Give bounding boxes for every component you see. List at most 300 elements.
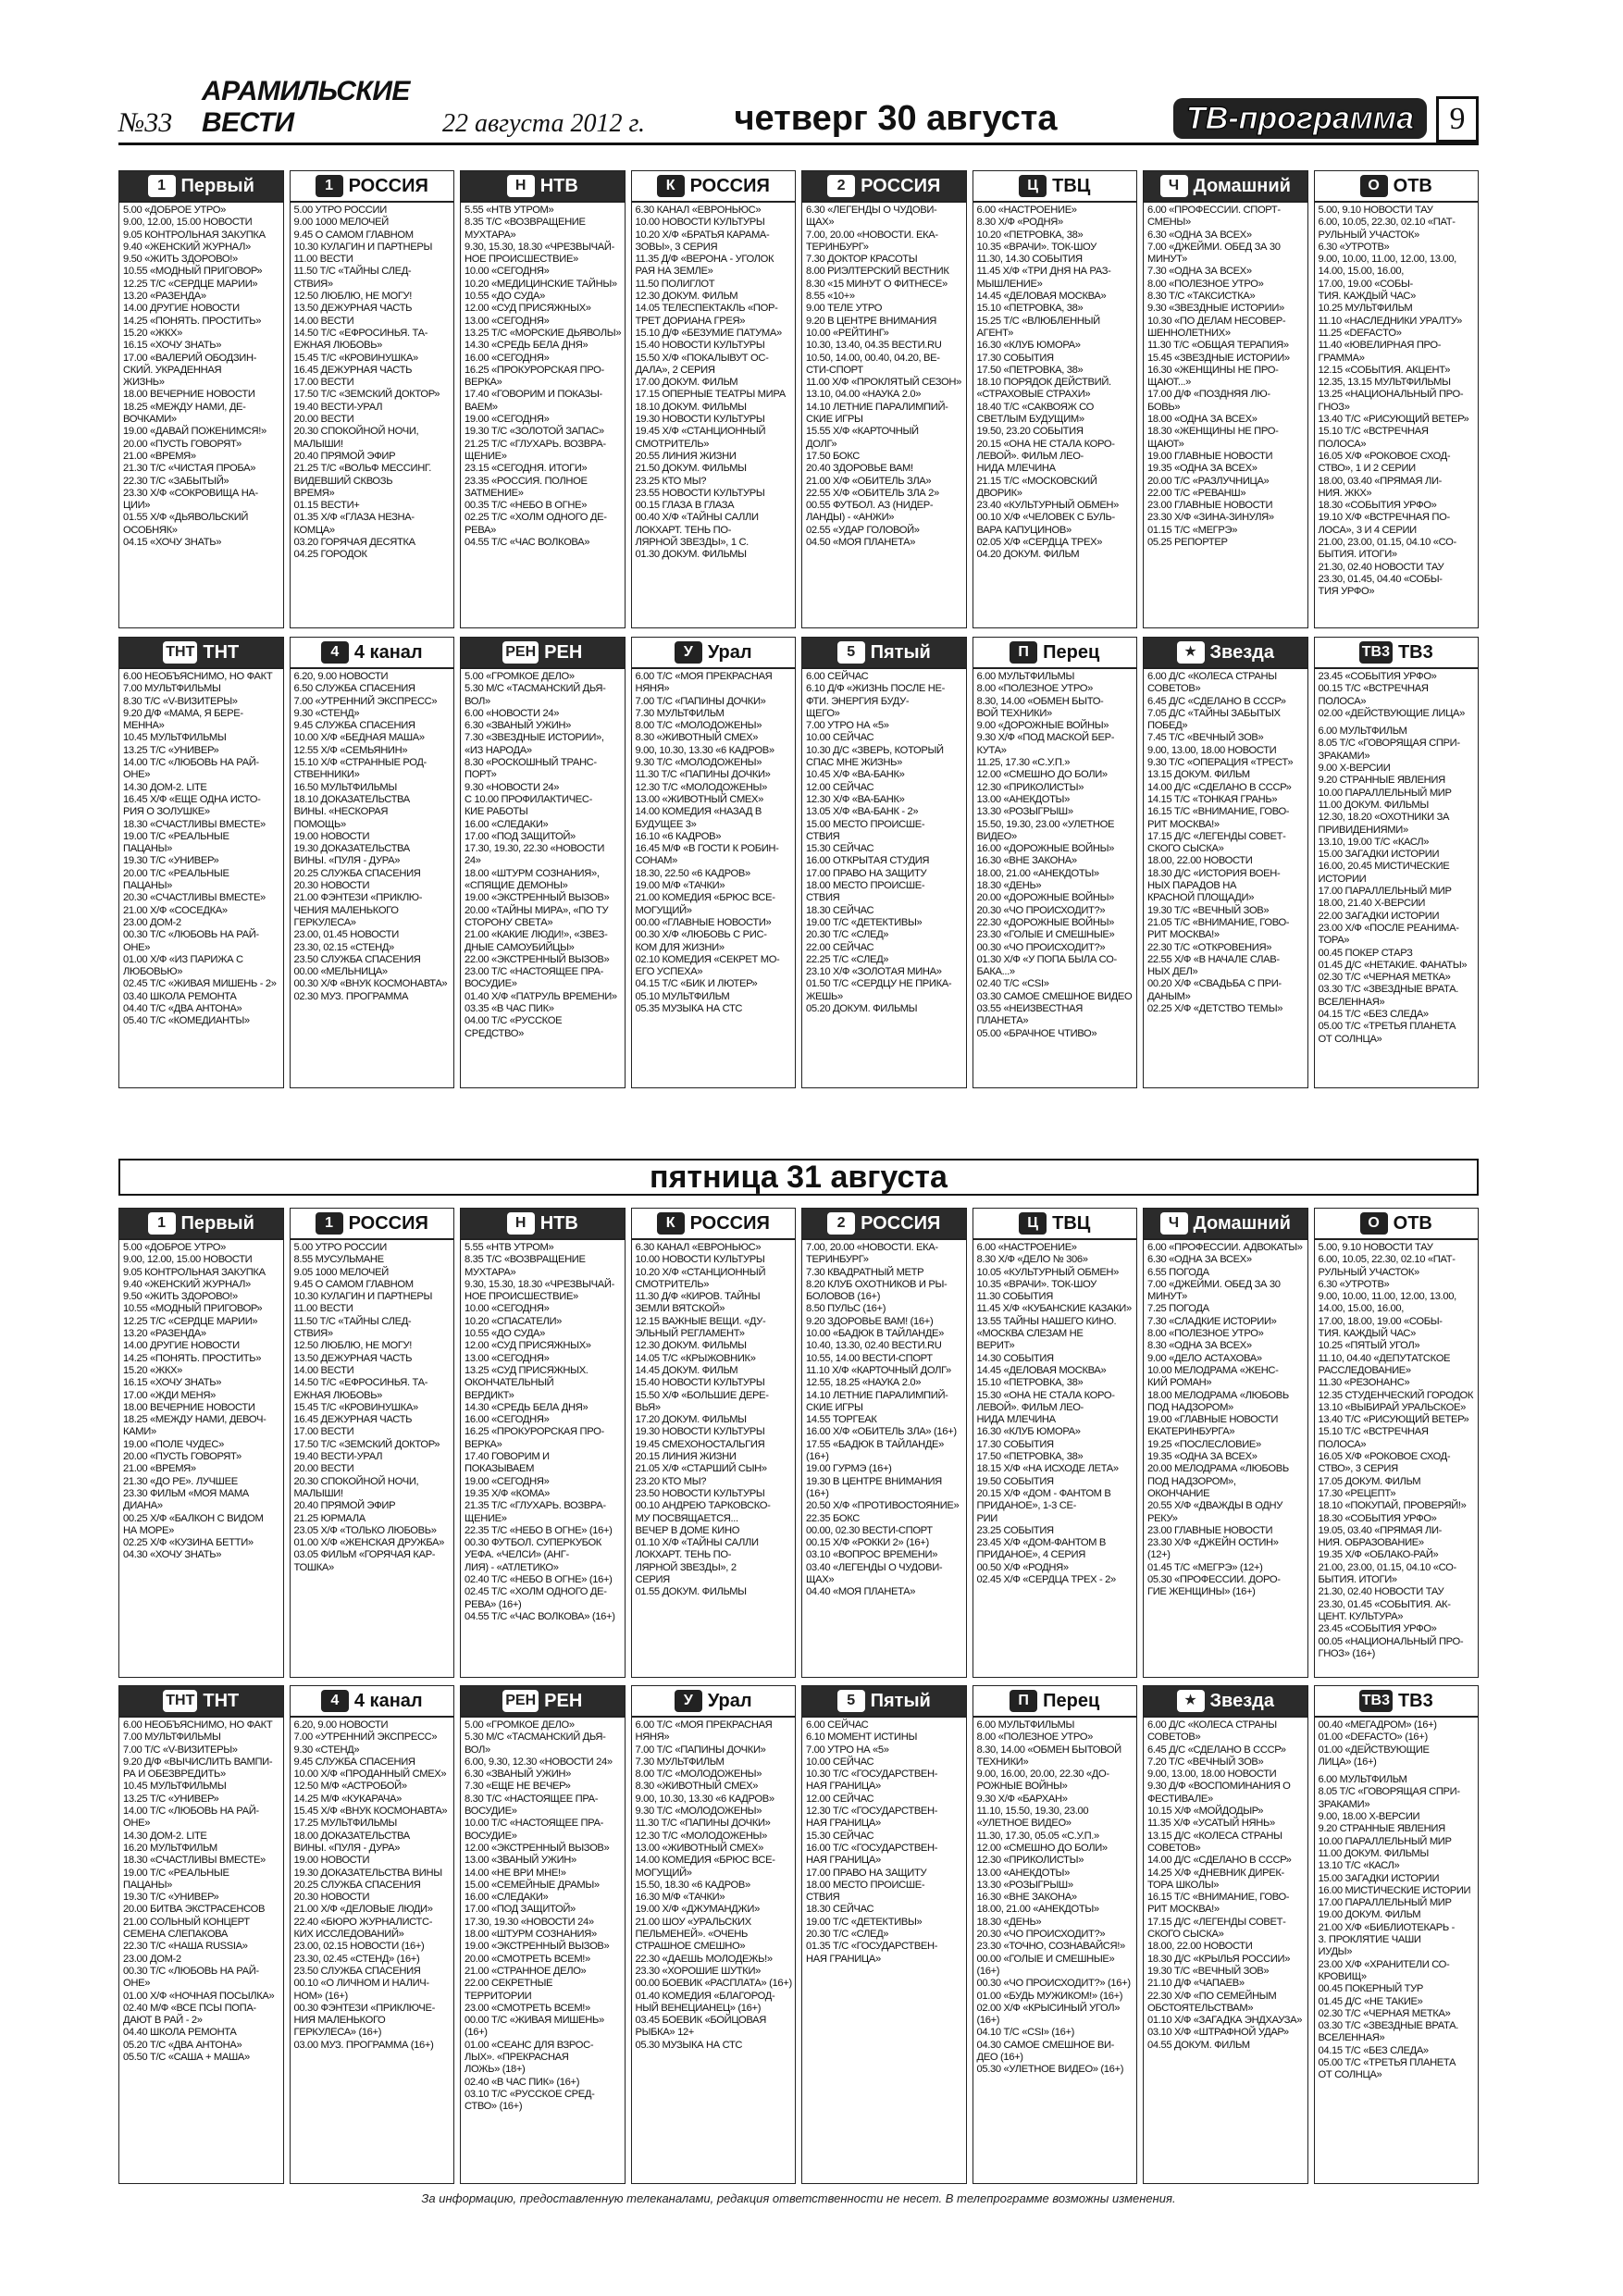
program-line: 18.30 «СЧАСТЛИВЫ ВМЕСТЕ»: [123, 818, 266, 830]
program-line: 17.00 ПАРАЛЛЕЛЬНЫЙ МИР: [1318, 1897, 1452, 1909]
program-line: 04.20 ДОКУМ. ФИЛЬМ: [976, 549, 1080, 561]
channel-column-урал: [631, 1685, 797, 2184]
program-list: [291, 1718, 454, 2052]
channel-column-рен: [460, 1685, 626, 2184]
program-line: 18.00, 21.00 «АНЕКДОТЫ»: [976, 867, 1099, 879]
program-line: РИТ МОСКВА!»: [1147, 818, 1220, 830]
program-line: 16.00 «СЛЕДАКИ»: [465, 1892, 549, 1904]
program-line: 18.00 «ОДНА ЗА ВСЕХ»: [1147, 414, 1258, 426]
channel-header: [973, 638, 1137, 669]
program-line: 04.30 САМОЕ СМЕШНОЕ ВИ-: [976, 2039, 1115, 2051]
program-line: 01.55 Х/Ф «ДЬЯВОЛЬСКИЙ: [123, 512, 249, 524]
channel-column-россия: [290, 170, 455, 628]
channel-column-пятый: [801, 1685, 967, 2184]
program-line: 21.00 «КАКИЕ ЛЮДИ!», «ЗВЕЗ-: [465, 929, 608, 941]
program-list: [1144, 203, 1307, 549]
program-line: 6.20, 9.00 НОВОСТИ: [293, 671, 389, 682]
channel-column-нтв: [460, 170, 626, 628]
program-line: 9.40 «ЖЕНСКИЙ ЖУРНАЛ»: [123, 1278, 251, 1290]
program-line: 14.00 ДРУГИЕ НОВОСТИ: [123, 303, 240, 315]
program-line: 17.00 «ПОД ЗАЩИТОЙ»: [465, 830, 576, 842]
program-line: 6.00 МУЛЬТФИЛЬМЫ: [976, 671, 1075, 682]
program-line: 17.50 «ПЕТРОВКА, 38»: [976, 1451, 1084, 1463]
program-line: (12+): [1147, 1549, 1171, 1561]
program-line: 20.30 Т/С «СЛЕД»: [806, 929, 889, 941]
program-line: 01.00 Х/Ф «ИЗ ПАРИЖА С: [123, 953, 243, 965]
program-line: 15.10 «ПЕТРОВКА, 38»: [976, 1377, 1084, 1389]
program-line: 17.00 ДОКУМ. ФИЛЬМ: [635, 377, 738, 389]
program-line: 04.55 Т/С «ЧАС ВОЛКОВА»: [465, 537, 590, 549]
program-line: ТОРА»: [1318, 935, 1350, 947]
program-line: НИЯ. ОБРАЗОВАНИЕ»: [1318, 1537, 1424, 1549]
program-line: 02.10 КОМЕДИЯ «СЕКРЕТ МО-: [635, 953, 780, 965]
program-line: 5.30 М/С «ТАСМАНСКИЙ ДЬЯ-: [465, 683, 606, 695]
program-line: 6.30 КАНАЛ «ЕВРОНЬЮС»: [635, 205, 762, 216]
program-line: 20.40 ЗДОРОВЬЕ ВАМ!: [806, 463, 913, 475]
channel-column-россия: [631, 170, 797, 628]
program-list: [973, 203, 1137, 562]
program-line: 8.35 Т/С «ВОЗВРАЩЕНИЕ: [465, 1254, 586, 1266]
program-line: 17.55 «БАДЮК В ТАЙЛАНДЕ» (16+): [806, 1438, 947, 1463]
program-line: 20.00 «СМОТРЕТЬ ВСЕМ!»: [465, 1953, 590, 1965]
channel-column-тв3: [1314, 637, 1480, 1088]
program-line: ТОРА ШКОЛЫ»: [1147, 1879, 1220, 1891]
program-line: 00.15 ГЛАЗА В ГЛАЗА: [635, 500, 735, 512]
program-line: 19.00 Т/С «ДЕТЕКТИВЫ»: [806, 916, 923, 928]
program-line: 9.30 Х/Ф «ПОД МАСКОЙ БЕР-: [976, 732, 1115, 744]
program-line: НАЯ ГРАНИЦА»: [806, 1855, 881, 1867]
program-line: 15.10 Т/С «ВСТРЕЧНАЯ ПОЛОСА»: [1318, 1426, 1431, 1450]
program-line: 10.55, 14.00 ВЕСТИ-СПОРТ: [806, 1352, 933, 1364]
program-line: ВЕРДИКТ»: [465, 1389, 514, 1401]
channel-logo-icon: ★: [1177, 641, 1205, 664]
program-line: 10.35 «ВРАЧИ». ТОК-ШОУ: [976, 1278, 1096, 1290]
program-line: 01.10 Х/Ф «ЗАГАДКА ЭНДХАУЗА»: [1147, 2015, 1303, 2027]
program-line: 21.00 СОЛЬНЫЙ КОНЦЕРТ: [123, 1916, 250, 1928]
channel-header: [973, 1209, 1137, 1240]
program-line: 12.00 «СУД ПРИСЯЖНЫХ»: [465, 1340, 591, 1352]
program-line: 05.35 МУЗЫКА НА СТС: [635, 1003, 743, 1015]
program-line: 5.55 «НТВ УТРОМ»: [465, 1242, 554, 1253]
program-line: 00.30 «ЧО ПРОИСХОДИТ?»: [976, 941, 1106, 953]
program-line: 00.40 «МЕГАДРОМ» (16+): [1318, 1719, 1437, 1731]
program-line: 20.55 ЛИНИЯ ЖИЗНИ: [635, 450, 737, 462]
program-line: 9.45 СЛУЖБА СПАСЕНИЯ: [293, 720, 415, 732]
program-line: 20.00 МЕЛОДРАМА «ЛЮБОВЬ: [1147, 1463, 1289, 1475]
program-line: 16.15 Т/С «ВНИМАНИЕ, ГОВО-: [1147, 1892, 1290, 1904]
program-line: 03.30 САМОЕ СМЕШНОЕ ВИДЕО: [976, 990, 1133, 1002]
program-line: 9.30 Х/Ф «БАРХАН»: [976, 1793, 1068, 1805]
program-line: 15.00 «СЕМЕЙНЫЕ ДРАМЫ»: [465, 1879, 600, 1891]
program-line: 13.30 «РОЗЫГРЫШ»: [976, 1879, 1073, 1891]
program-line: 23.30, 02.15 «СТЕНД»: [293, 941, 394, 953]
program-line: 17.30 «РЕЦЕПТ»: [1318, 1487, 1396, 1499]
program-line: 19.40 ВЕСТИ-УРАЛ: [293, 1451, 383, 1463]
program-line: 00.40 Х/Ф «ТАЙНЫ САЛЛИ: [635, 512, 759, 524]
program-line: ТИЯ. КАЖДЫЙ ЧАС»: [1318, 291, 1416, 303]
program-list: [461, 669, 625, 1040]
program-line: 00.30 Т/С «ЛЮБОВЬ НА РАЙ-: [123, 1965, 259, 1977]
program-line: 01.45 Д/С «НЕ ТАКИЕ»: [1318, 1995, 1423, 2007]
program-line: ЦИИ»: [123, 500, 151, 512]
program-line: 14.00 ДРУГИЕ НОВОСТИ: [123, 1340, 240, 1352]
channel-header: [119, 1209, 283, 1240]
program-line: 21.00, 23.00, 01.15, 04.10 «СО-: [1318, 537, 1456, 549]
program-line: 19.30 Т/С «ВЕЧНЫЙ ЗОВ»: [1147, 904, 1270, 916]
program-line: 23.30 Х/Ф «ДЖЕЙН ОСТИН»: [1147, 1537, 1279, 1549]
program-line: ПОМОЩЬ»: [293, 818, 346, 830]
program-line: 18.10 ДОКУМ. ФИЛЬМЫ: [635, 401, 747, 413]
program-line: 15.30 СЕЙЧАС: [806, 843, 874, 855]
channel-name: РОССИЯ: [689, 1212, 770, 1234]
program-line: 22.30 Х/Ф «ПО СЕМЕЙНЫМ: [1147, 1990, 1277, 2002]
program-line: 23.35 «РОССИЯ. ПОЛНОЕ: [465, 475, 588, 487]
channel-logo-icon: Ч: [1160, 1212, 1188, 1235]
program-line: 14.00 Д/С «СДЕЛАНО В СССР»: [1147, 781, 1292, 793]
program-line: 18.40 Т/С «САКВОЯЖ СО: [976, 401, 1095, 413]
program-line: 21.00 Х/Ф «ДЕЛОВЫЕ ЛЮДИ»: [293, 1904, 433, 1916]
program-line: НОЕ ПРОИСШЕСТВИЕ»: [465, 254, 578, 266]
program-line: 15.50, 18.30 «6 КАДРОВ»: [635, 1879, 750, 1891]
program-line: ГНОЗ» (16+): [1318, 1647, 1376, 1659]
program-line: 22.30 Т/С «ОТКРОВЕНИЯ»: [1147, 941, 1272, 953]
channel-column-россия: [290, 1208, 455, 1678]
program-list: [119, 203, 283, 549]
program-line: 10.35 «ВРАЧИ». ТОК-ШОУ: [976, 241, 1096, 253]
program-line: 20.30 «ЧО ПРОИСХОДИТ?»: [976, 1929, 1106, 1941]
program-line: 15.40 НОВОСТИ КУЛЬТУРЫ: [635, 340, 765, 352]
program-line: 10.15 Х/Ф «МОЙДОДЫР»: [1147, 1806, 1264, 1818]
program-line: СТРАШНОЕ СМЕШНО»: [635, 1941, 746, 1953]
program-line: 17.00 Д/Ф «ПОЗДНЯЯ ЛЮ-: [1147, 389, 1270, 401]
program-line: ОНЕ»: [123, 1978, 151, 1990]
program-line: 23.30, 02.45 «СТЕНД» (16+): [293, 1953, 420, 1965]
program-line: 03.10 «ВОПРОС ВРЕМЕНИ»: [806, 1549, 938, 1561]
program-line: 18.10 ПОРЯДОК ДЕЙСТВИЙ.: [976, 377, 1111, 389]
program-line: 8.30 Т/С «ТАКСИСТКА»: [1147, 291, 1256, 303]
program-line: РУЛЬНЫЙ УЧАСТОК»: [1318, 229, 1419, 241]
program-line: 10.50, 14.00, 00.40, 04.20, ВЕ-: [806, 352, 940, 364]
channel-column-твц: [973, 170, 1138, 628]
program-line: МОГУЩИЙ»: [635, 904, 692, 916]
program-line: ТИЯ. КАЖДЫЙ ЧАС»: [1318, 1328, 1416, 1340]
program-line: ЩАХ»: [806, 217, 835, 229]
channel-logo-icon: РЕН: [502, 1690, 539, 1712]
channel-header: [632, 171, 796, 203]
channel-name: Пятый: [870, 641, 931, 663]
program-line: 00.15 Х/Ф «РОККИ 2» (16+): [806, 1537, 929, 1549]
program-line: 14.00 ВЕСТИ: [293, 1364, 354, 1376]
program-line: СМОТРИТЕЛЬ»: [635, 438, 710, 450]
program-line: ТИЯ УРФО»: [1318, 586, 1375, 598]
program-line: 11.30 Т/С «ОБЩАЯ ТЕРАПИЯ»: [1147, 340, 1289, 352]
program-line: 14.10 ЛЕТНИЕ ПАРАЛИМПИЙ-: [806, 401, 948, 413]
program-line: 14.00 «НЕ ВРИ МНЕ!»: [465, 1867, 566, 1879]
program-line: ЭЛЬНЫЙ РЕГЛАМЕНТ»: [635, 1328, 745, 1340]
program-line: 17.00 ПРАВО НА ЗАЩИТУ: [806, 1867, 927, 1879]
program-line: ПОД НАДЗОРОМ»: [1147, 1401, 1233, 1413]
program-line: 8.55 «10+»: [806, 291, 855, 303]
program-line: 02.40 «В ЧАС ПИК» (16+): [465, 2076, 580, 2088]
program-line: «СПЯЩИЕ ДЕМОНЫ»: [465, 880, 568, 892]
channel-name: Первый: [180, 175, 254, 196]
program-line: 12.30 ДОКУМ. ФИЛЬМ: [635, 291, 738, 303]
channel-logo-icon: ТВ3: [1359, 641, 1393, 664]
program-line: 19.00 Т/С «РЕАЛЬНЫЕ ПАЦАНЫ»: [123, 1867, 232, 1891]
channel-column-тнт: [118, 637, 284, 1088]
section-title: ТВ-программа: [1173, 98, 1427, 139]
program-line: КРАСНОЙ ПЛОЩАДИ»: [1147, 892, 1255, 904]
program-line: 14.00, 15.00, 16.00,: [1318, 1303, 1405, 1315]
program-line: ШЕННОЛЕТНИХ»: [1147, 327, 1231, 339]
program-line: 05.30 «ПРОФЕССИИ. ДОРО-: [1147, 1574, 1281, 1586]
program-line: 17.40 ГОВОРИМ И ПОКАЗЫВАЕМ: [465, 1451, 552, 1475]
program-line: 02.25 Х/Ф «КУЗИНА БЕТТИ»: [123, 1537, 254, 1549]
program-line: 21.05 Х/Ф «СТАРШИЙ СЫН»: [635, 1463, 767, 1475]
program-line: 12.15 ВАЖНЫЕ ВЕЩИ. «ДУ-: [635, 1315, 766, 1327]
program-line: СТВО» (16+): [465, 2101, 523, 2113]
program-line: 23.55 НОВОСТИ КУЛЬТУРЫ: [635, 487, 765, 499]
program-line: НЫХ ДЕЛ»: [1147, 966, 1198, 978]
channel-logo-icon: К: [657, 175, 685, 197]
issue-date: 22 августа 2012 г.: [442, 109, 646, 138]
program-line: 5.00 «ГРОМКОЕ ДЕЛО»: [465, 1719, 575, 1731]
program-line: 9.20 В ЦЕНТРЕ ВНИМАНИЯ: [806, 315, 936, 327]
program-line: 21.00 Х/Ф «БИБЛИОТЕКАРЬ -: [1318, 1921, 1455, 1933]
program-line: 12.25 Т/С «СЕРДЦЕ МАРИИ»: [123, 278, 258, 290]
program-line: 15.00 ЗАГАДКИ ИСТОРИИ: [1318, 849, 1440, 861]
program-line: 12.30 Т/С «МОЛОДОЖЕНЫ»: [635, 1830, 767, 1842]
program-line: 7.25 ПОГОДА: [1147, 1303, 1209, 1315]
program-line: 14.05 ТЕЛЕСПЕКТАКЛЬ «ПОР-: [635, 303, 778, 315]
program-line: 9.00 ТЕЛЕ УТРО: [806, 303, 883, 315]
program-line: 17.15 Д/С «ЛЕГЕНДЫ СОВЕТ-: [1147, 830, 1286, 842]
program-line: 9.45 СЛУЖБА СПАСЕНИЯ: [293, 1756, 415, 1768]
channel-column-рен: [460, 637, 626, 1088]
channel-logo-icon: 1: [316, 175, 343, 197]
program-line: 16.45 ДЕЖУРНАЯ ЧАСТЬ: [293, 1414, 413, 1426]
program-line: НА МОРЕ»: [123, 1524, 175, 1536]
program-line: 7.30 «ЗВЕЗДНЫЕ ИСТОРИИ»,: [465, 732, 604, 744]
program-line: 16.05 Х/Ф «РОКОВОЕ СХОД-: [1318, 1451, 1451, 1463]
program-line: 11.25 «DEFACTO»: [1318, 327, 1402, 339]
program-line: 19.00 НОВОСТИ: [293, 830, 370, 842]
channel-logo-icon: 2: [827, 175, 855, 197]
program-line: 19.00 ГУРМЭ (16+): [806, 1463, 892, 1475]
program-line: 10.55 «ДО СУДА»: [465, 1328, 546, 1340]
program-line: УЕФА. «ЧЕЛСИ» (АНГ-: [465, 1549, 569, 1561]
program-line: 16.00 МИСТИЧЕСКИЕ ИСТОРИИ: [1318, 1884, 1471, 1896]
program-line: 15.20 «ЖКХ»: [123, 1364, 183, 1376]
channel-column-звезда: [1143, 637, 1308, 1088]
program-line: 9.30 Т/С «МОЛОДОЖЕНЫ»: [635, 757, 762, 769]
program-line: 16.00 «СЕГОДНЯ»: [465, 352, 550, 364]
program-line: 19.00 Т/С «ДЕТЕКТИВЫ»: [806, 1916, 923, 1928]
program-list: [802, 203, 966, 549]
channel-header: [1144, 1686, 1307, 1718]
program-line: 02.40 Т/С «CSI»: [976, 978, 1049, 990]
program-line: 01.00 «СЕАНС ДЛЯ ВЗРОС-: [465, 2039, 594, 2051]
program-line: 16.50 МУЛЬТФИЛЬМЫ: [293, 781, 397, 793]
program-line: 11.45 Х/Ф «КУБАНСКИЕ КАЗАКИ»: [976, 1303, 1132, 1315]
program-list: [119, 1718, 283, 2064]
program-line: 00.55 ФУТБОЛ. АЗ (НИДЕР-: [806, 500, 934, 512]
program-line: 01.35 Т/С «ГОСУДАРСТВЕН-: [806, 1941, 938, 1953]
program-line: 9.00, 12.00, 15.00 НОВОСТИ: [123, 217, 253, 229]
channel-name: Первый: [180, 1212, 254, 1234]
program-line: БУДУЩЕЕ 3»: [635, 818, 697, 830]
program-line: ВИДЕО»: [976, 830, 1017, 842]
program-line: НЯНЯ»: [635, 1731, 670, 1744]
program-line: 11.30, 17.30, 05.05 «С.У.П.»: [976, 1830, 1099, 1842]
program-line: 17.40 «ГОВОРИМ И ПОКАЗЫ-: [465, 389, 602, 401]
program-line: РАССЛЕДОВАНИЕ»: [1318, 1364, 1411, 1376]
channel-name: Перец: [1043, 1690, 1100, 1711]
program-line: 18.00 ВЕЧЕРНИЕ НОВОСТИ: [123, 1401, 255, 1413]
program-line: 04.55 Т/С «ЧАС ВОЛКОВА» (16+): [465, 1610, 615, 1622]
program-line: ЗОВЫ», 3 СЕРИЯ: [635, 241, 718, 253]
channel-logo-icon: О: [1360, 175, 1388, 197]
program-line: МЕННА»: [123, 720, 165, 732]
channel-name: Звезда: [1209, 641, 1274, 663]
program-line: 02.30 МУЗ. ПРОГРАММА: [293, 990, 409, 1002]
program-line: 13.15 Д/С «КОЛЕСА СТРАНЫ: [1147, 1830, 1282, 1842]
program-line: 6.00 МУЛЬТФИЛЬМ: [1318, 1774, 1407, 1786]
program-line: 13.25 «СУД ПРИСЯЖНЫХ.: [465, 1364, 588, 1376]
program-line: 03.00 МУЗ. ПРОГРАММА (16+): [293, 2039, 434, 2051]
program-list: [461, 1718, 625, 2114]
program-line: 01.40 КОМЕДИЯ «БЛАГОРОД-: [635, 1990, 775, 2002]
program-line: 6.00 «НАСТРОЕНИЕ»: [976, 205, 1077, 216]
channel-header: [1315, 1209, 1479, 1240]
program-line: 15.45 Т/С «КРОВИНУШКА»: [293, 1401, 418, 1413]
program-line: 7.00 «УТРЕННИЙ ЭКСПРЕСС»: [293, 695, 438, 707]
program-line: МИНУТ»: [1147, 254, 1188, 266]
program-line: ЗРАКАМИ»: [1318, 1798, 1370, 1810]
channel-column-домашний: [1143, 170, 1308, 628]
channel-logo-icon: Н: [507, 175, 535, 197]
program-line: КУТА»: [976, 744, 1007, 756]
program-line: 20.25 СЛУЖБА СПАСЕНИЯ: [293, 1879, 421, 1891]
program-line: 21.30 Т/С «ЧИСТАЯ ПРОБА»: [123, 463, 256, 475]
program-list: [973, 669, 1137, 1040]
channel-header: [802, 171, 966, 203]
program-line: 01.00 Х/Ф «ЖЕНСКАЯ ДРУЖБА»: [293, 1537, 445, 1549]
program-line: 01.45 Д/С «НЕТАКИЕ. ФАНАТЫ»: [1318, 959, 1468, 971]
program-line: 18.10 ДОКАЗАТЕЛЬСТВА: [293, 793, 410, 805]
program-line: 20.00 БИТВА ЭКСТРАСЕНСОВ: [123, 1904, 266, 1916]
program-line: 10.55 «МОДНЫЙ ПРИГОВОР»: [123, 1303, 263, 1315]
program-line: 19.00 «ЭКСТРЕННЫЙ ВЫЗОВ»: [465, 892, 610, 904]
program-line: 20.00 ВЕСТИ: [293, 414, 354, 426]
channel-header: [291, 1209, 454, 1240]
program-line: 19.00 Х/Ф «ДЖУМАНДЖИ»: [635, 1904, 760, 1916]
program-line: 21.05 Т/С «ВНИМАНИЕ, ГОВО-: [1147, 916, 1290, 928]
program-line: 17.50 БОКС: [806, 450, 860, 462]
program-line: 16.30 «ЖЕНЩИНЫ НЕ ПРО-: [1147, 364, 1279, 376]
program-line: (16+): [465, 2027, 488, 2039]
program-line: ТЕХНИКИ»: [976, 1756, 1029, 1768]
program-line: ЕГО УСПЕХА»: [635, 966, 703, 978]
program-line: 14.00 КОМЕДИЯ «БРЮС ВСЕ-: [635, 1855, 775, 1867]
program-line: 16.30 «ВНЕ ЗАКОНА»: [976, 855, 1077, 867]
program-line: 10.20 «МЕДИЦИНСКИЕ ТАЙНЫ»: [465, 278, 617, 290]
program-line: 22.00 «ЭКСТРЕННЫЙ ВЫЗОВ»: [465, 953, 610, 965]
program-line: 8.30 «ЖИВОТНЫЙ СМЕХ»: [635, 732, 759, 744]
program-line: 11.30 СОБЫТИЯ: [976, 1291, 1053, 1303]
program-line: 10.00 Х/Ф «БЕДНАЯ МАША»: [293, 732, 425, 744]
program-line: 6.00, 9.30, 12.30 «НОВОСТИ 24»: [465, 1756, 613, 1768]
program-line: ЛИЦА» (16+): [1318, 1756, 1377, 1768]
program-line: СКОГО СЫСКА»: [1147, 843, 1224, 855]
program-line: 23.50 СЛУЖБА СПАСЕНИЯ: [293, 953, 421, 965]
program-line: 10.30 КУЛАГИН И ПАРТНЕРЫ: [293, 1291, 433, 1303]
channel-header: [1315, 638, 1479, 669]
program-line: 7.20 Т/С «ВЕЧНЫЙ ЗОВ»: [1147, 1756, 1264, 1768]
program-line: 8.30, 14.00 «ОБМЕН БЫТО-: [976, 695, 1104, 707]
program-line: 9.30 Т/С «ОПЕРАЦИЯ «ТРЕСТ»: [1147, 757, 1294, 769]
program-line: ЦЕНТ. КУЛЬТУРА»: [1318, 1610, 1404, 1622]
program-line: 18.10 «ПОКУПАЙ, ПРОВЕРЯЙ!»: [1318, 1500, 1467, 1512]
program-line: ВОСУДИЕ»: [465, 1830, 517, 1842]
program-line: 18.00, 21.40 Х-ВЕРСИИ: [1318, 898, 1426, 910]
program-line: СТВИЯ: [806, 830, 840, 842]
program-line: 22.30 «ДОРОЖНЫЕ ВОЙНЫ»: [976, 916, 1114, 928]
disclaimer: За информацию, предоставленную телеканалами, редакция ответственности не несет. В телепрограмме возможны изменения.: [421, 2191, 1176, 2205]
program-line: БОЛОВОВ (16+): [806, 1291, 881, 1303]
channel-logo-icon: П: [1010, 641, 1037, 664]
program-line: 20.00 Т/С «РАЗЛУЧНИЦА»: [1147, 475, 1270, 487]
program-line: 11.00 ДОКУМ. ФИЛЬМЫ: [1318, 799, 1429, 811]
channel-column-россия: [631, 1208, 797, 1678]
program-line: 6.10 Д/Ф «ЖИЗНЬ ПОСЛЕ НЕ-: [806, 683, 945, 695]
program-line: 19.00 «ГЛАВНЫЕ НОВОСТИ: [1147, 1414, 1279, 1426]
program-line: 6.00 «НАСТРОЕНИЕ»: [976, 1242, 1077, 1253]
program-line: 13.15 ДОКУМ. ФИЛЬМ: [1147, 769, 1250, 781]
program-line: 9.30 Т/С «МОЛОДОЖЕНЫ»: [635, 1806, 762, 1818]
program-line: ВИНЫ. «НЕСКОРАЯ: [293, 806, 389, 818]
program-line: 00.15 Т/С «ВСТРЕЧНАЯ ПОЛОСА»: [1318, 683, 1431, 707]
program-line: 13.40 Т/С «РИСУЮЩИЙ ВЕТЕР»: [1318, 1414, 1469, 1426]
program-line: 11.00 ДОКУМ. ФИЛЬМЫ: [1318, 1847, 1429, 1859]
program-line: 7.30 «СЛАДКИЕ ИСТОРИИ»: [1147, 1315, 1277, 1327]
program-line: 14.30 ДОМ-2. LITE: [123, 1830, 207, 1842]
program-line: 11.10, 04.40 «ДЕПУТАТСКОЕ: [1318, 1352, 1451, 1364]
program-line: ЕЖНАЯ ЛЮБОВЬ»: [293, 340, 383, 352]
program-line: СЕРИЯ: [635, 1574, 670, 1586]
program-line: 6.30 «ЗВАНЫЙ УЖИН»: [465, 720, 572, 732]
program-line: 5.00 «ДОБРОЕ УТРО»: [123, 205, 226, 216]
program-line: 20.30 СПОКОЙНОЙ НОЧИ,: [293, 426, 419, 438]
program-line: 05.30 «УЛЕТНОЕ ВИДЕО» (16+): [976, 2064, 1124, 2076]
program-line: ЩЕГО»: [806, 707, 840, 719]
program-line: 01.00 Х/Ф «НОЧНАЯ ПОСЫЛКА»: [123, 1990, 275, 2002]
program-line: 11.30 Д/Ф «КИРОВ. ТАЙНЫ: [635, 1291, 761, 1303]
program-line: ЕКАТЕРИНБУРГА»: [1147, 1426, 1235, 1438]
program-line: 10.30, 13.40, 04.35 ВЕСТИ.RU: [806, 340, 942, 352]
program-line: 19.00 «ДАВАЙ ПОЖЕНИМСЯ!»: [123, 426, 266, 438]
program-line: 00.45 ПОКЕР СТАРЗ: [1318, 947, 1413, 959]
program-line: 21.30 «ДО РЕ». ЛУЧШЕЕ: [123, 1475, 238, 1487]
program-line: 03.30 Т/С «ЗВЕЗДНЫЕ ВРАТА.: [1318, 984, 1458, 996]
program-line: 8.00 Т/С «МОЛОДОЖЕНЫ»: [635, 720, 762, 732]
program-line: 7.30 КВАДРАТНЫЙ МЕТР: [806, 1266, 924, 1278]
program-line: 20.40 ПРЯМОЙ ЭФИР: [293, 450, 396, 462]
program-line: 18.30 Д/С «ИСТОРИЯ ВОЕН-: [1147, 867, 1281, 879]
program-line: 03.45 БОЕВИК «БОЙЦОВАЯ: [635, 2015, 766, 2027]
program-line: 16.45 Х/Ф «ЕЩЕ ОДНА ИСТО-: [123, 793, 261, 805]
program-line: 00.10 АНДРЕЮ ТАРКОВСКО-: [635, 1500, 771, 1512]
